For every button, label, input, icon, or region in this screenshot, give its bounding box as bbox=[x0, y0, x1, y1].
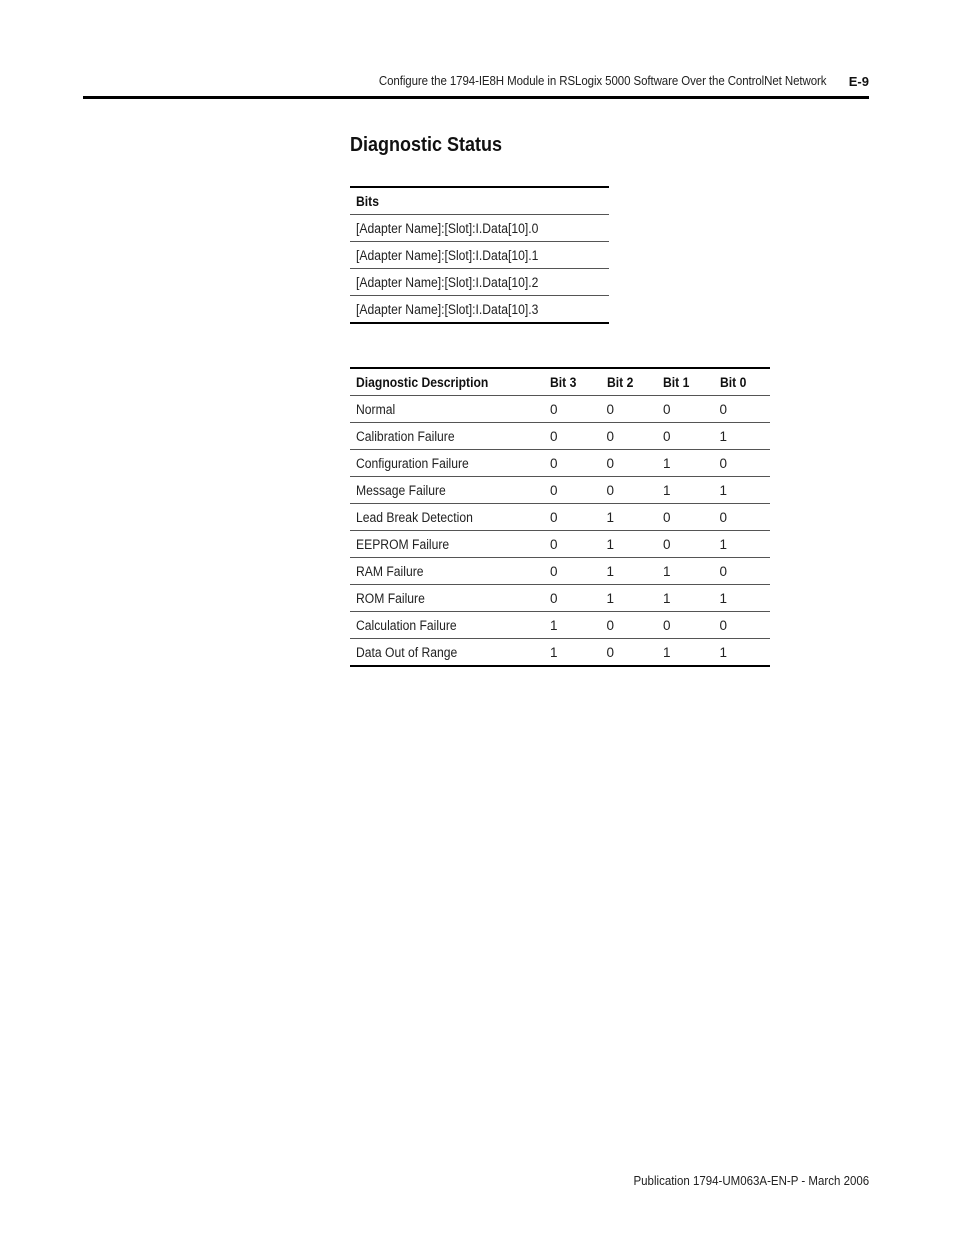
bit3-cell: 0 bbox=[544, 396, 601, 423]
bit0-cell: 0 bbox=[714, 396, 771, 423]
description-cell bbox=[350, 639, 544, 667]
bit3-cell: 0 bbox=[544, 450, 601, 477]
description-text: EEPROM Failure bbox=[356, 536, 450, 552]
bit1-cell: 0 bbox=[657, 612, 714, 639]
running-header-title: Configure the 1794-IE8H Module in RSLogix 5000 Software Over the ControlNet Network bbox=[378, 74, 826, 88]
description-cell bbox=[350, 423, 544, 450]
table-row bbox=[350, 269, 609, 296]
column-header-description bbox=[350, 368, 544, 396]
bit0-cell: 0 bbox=[714, 504, 771, 531]
bits-column-header bbox=[350, 187, 609, 215]
bits-cell-text: [Adapter Name]:[Slot]:I.Data[10].2 bbox=[356, 274, 539, 290]
bit2-cell: 0 bbox=[601, 477, 658, 504]
table-row bbox=[350, 531, 770, 558]
description-text: Normal bbox=[356, 401, 396, 417]
bits-table-header-row bbox=[350, 187, 609, 215]
bit2-cell: 1 bbox=[601, 531, 658, 558]
column-header-bit1 bbox=[657, 368, 714, 396]
header-rule bbox=[83, 96, 869, 99]
bit2-cell: 0 bbox=[601, 639, 658, 667]
diagnostic-table-header-row bbox=[350, 368, 770, 396]
table-row bbox=[350, 423, 770, 450]
column-header-label: Bit 1 bbox=[663, 374, 690, 390]
table-row bbox=[350, 558, 770, 585]
column-header-label: Diagnostic Description bbox=[356, 374, 489, 390]
bit2-cell: 1 bbox=[601, 558, 658, 585]
bit2-cell: 0 bbox=[601, 423, 658, 450]
bit0-cell: 0 bbox=[714, 612, 771, 639]
description-text: Message Failure bbox=[356, 482, 446, 498]
publication-footer: Publication 1794-UM063A-EN-P - March 2006 bbox=[633, 1174, 869, 1188]
bit1-cell: 1 bbox=[657, 585, 714, 612]
bit0-cell: 0 bbox=[714, 558, 771, 585]
description-text: Lead Break Detection bbox=[356, 509, 473, 525]
column-header-label: Bit 2 bbox=[606, 374, 633, 390]
bit1-cell: 0 bbox=[657, 396, 714, 423]
bits-cell-text: [Adapter Name]:[Slot]:I.Data[10].1 bbox=[356, 247, 539, 263]
bits-cell bbox=[350, 215, 609, 242]
description-cell bbox=[350, 450, 544, 477]
bit1-cell: 0 bbox=[657, 531, 714, 558]
table-row bbox=[350, 296, 609, 324]
bit0-cell: 1 bbox=[714, 531, 771, 558]
description-cell bbox=[350, 477, 544, 504]
table-row bbox=[350, 450, 770, 477]
bit1-cell: 1 bbox=[657, 558, 714, 585]
table-row bbox=[350, 242, 609, 269]
description-text: Configuration Failure bbox=[356, 455, 469, 471]
bit3-cell: 0 bbox=[544, 504, 601, 531]
bit3-cell: 1 bbox=[544, 639, 601, 667]
bit2-cell: 0 bbox=[601, 612, 658, 639]
bit3-cell: 0 bbox=[544, 423, 601, 450]
bits-cell-text: [Adapter Name]:[Slot]:I.Data[10].0 bbox=[356, 220, 539, 236]
bit1-cell: 1 bbox=[657, 477, 714, 504]
table-row bbox=[350, 477, 770, 504]
bit3-cell: 0 bbox=[544, 531, 601, 558]
column-header-bit0 bbox=[714, 368, 771, 396]
description-cell bbox=[350, 531, 544, 558]
table-row bbox=[350, 612, 770, 639]
bit0-cell: 0 bbox=[714, 450, 771, 477]
column-header-bit2 bbox=[601, 368, 658, 396]
bits-cell bbox=[350, 242, 609, 269]
column-header-label: Bit 3 bbox=[550, 374, 577, 390]
bit0-cell: 1 bbox=[714, 639, 771, 667]
bit2-cell: 0 bbox=[601, 450, 658, 477]
table-row bbox=[350, 396, 770, 423]
bit0-cell: 1 bbox=[714, 423, 771, 450]
page-number: E-9 bbox=[848, 74, 869, 89]
bit0-cell: 1 bbox=[714, 585, 771, 612]
bit3-cell: 0 bbox=[544, 585, 601, 612]
bit1-cell: 1 bbox=[657, 639, 714, 667]
description-cell bbox=[350, 585, 544, 612]
description-cell bbox=[350, 612, 544, 639]
description-text: ROM Failure bbox=[356, 590, 425, 606]
description-cell bbox=[350, 396, 544, 423]
bit2-cell: 0 bbox=[601, 396, 658, 423]
bits-cell bbox=[350, 296, 609, 324]
description-cell bbox=[350, 504, 544, 531]
bit3-cell: 0 bbox=[544, 558, 601, 585]
column-header-bit3 bbox=[544, 368, 601, 396]
bits-cell-text: [Adapter Name]:[Slot]:I.Data[10].3 bbox=[356, 301, 539, 317]
section-title: Diagnostic Status bbox=[350, 134, 503, 156]
diagnostic-table bbox=[350, 367, 770, 667]
bit3-cell: 0 bbox=[544, 477, 601, 504]
description-text: Calibration Failure bbox=[356, 428, 455, 444]
description-text: RAM Failure bbox=[356, 563, 424, 579]
bit1-cell: 0 bbox=[657, 423, 714, 450]
bit2-cell: 1 bbox=[601, 585, 658, 612]
bit1-cell: 1 bbox=[657, 450, 714, 477]
bit3-cell: 1 bbox=[544, 612, 601, 639]
table-row bbox=[350, 639, 770, 667]
bits-table bbox=[350, 186, 609, 324]
description-cell bbox=[350, 558, 544, 585]
description-text: Data Out of Range bbox=[356, 644, 458, 660]
bits-header-label: Bits bbox=[356, 193, 379, 209]
table-row bbox=[350, 585, 770, 612]
bit1-cell: 0 bbox=[657, 504, 714, 531]
table-row bbox=[350, 504, 770, 531]
bits-cell bbox=[350, 269, 609, 296]
bit0-cell: 1 bbox=[714, 477, 771, 504]
table-row bbox=[350, 215, 609, 242]
description-text: Calculation Failure bbox=[356, 617, 457, 633]
column-header-label: Bit 0 bbox=[719, 374, 746, 390]
bit2-cell: 1 bbox=[601, 504, 658, 531]
